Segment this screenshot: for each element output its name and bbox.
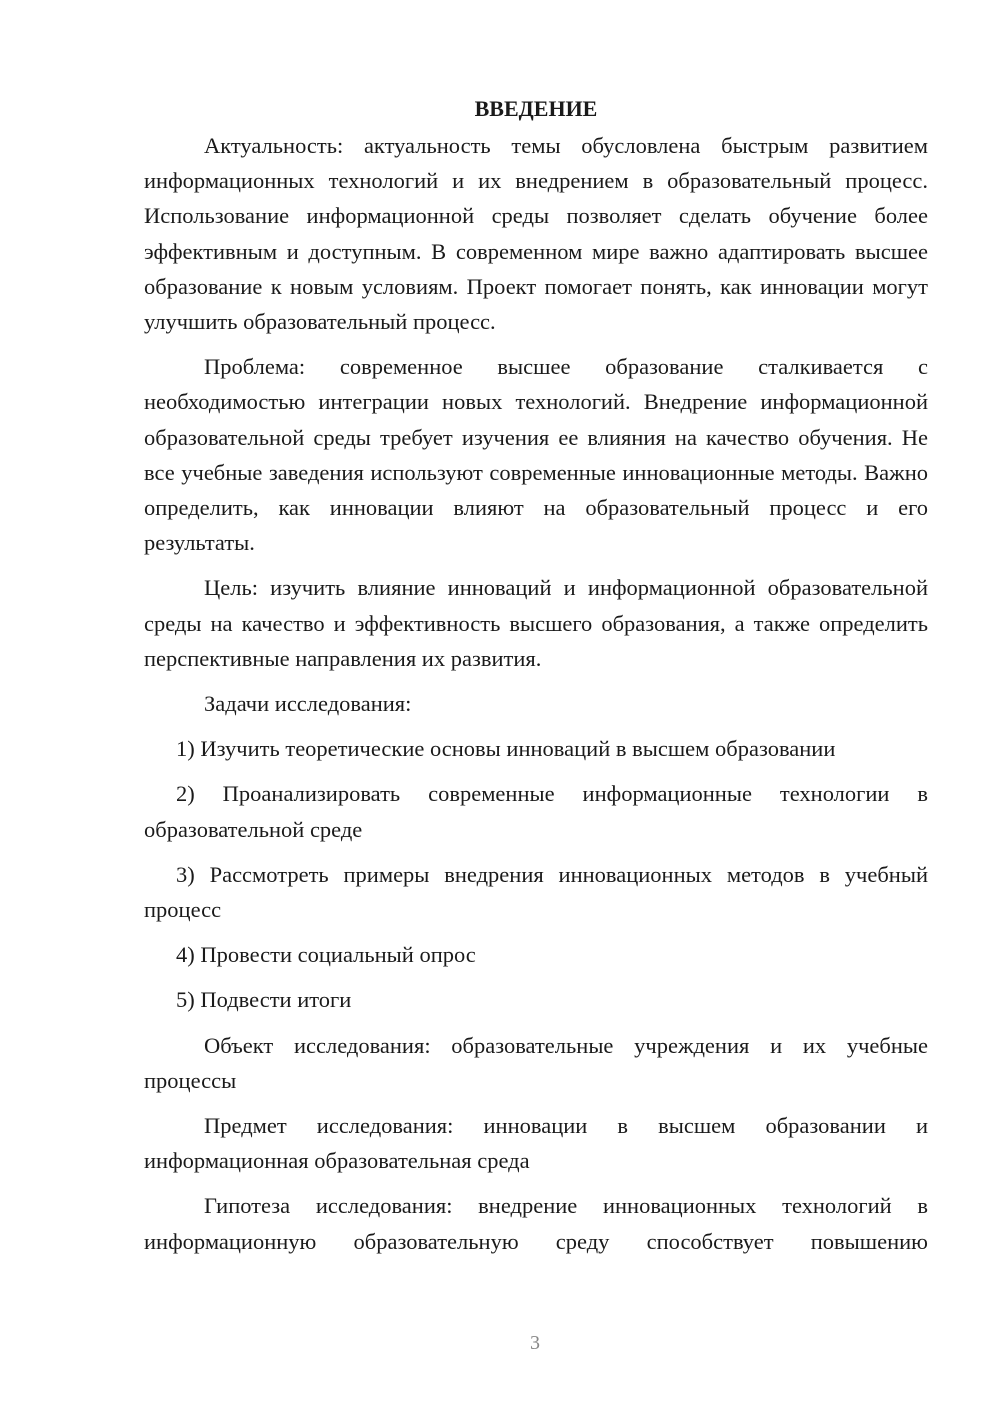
paragraph-problem: Проблема: современное высшее образование сталкивается с необходимостью интеграции новых технологий. Внедрение информационной образовательной среды требует изучения ее влияния на качество обучения. Не все учебные заведения используют современные инновационные методы. Важно определить, как инновации влияют на образовательный процесс и его результаты. [144, 354, 928, 556]
section-heading: ВВЕДЕНИЕ [474, 96, 598, 121]
page-content [144, 92, 928, 1269]
paragraph-relevance: Актуальность: актуальность темы обусловлена быстрым развитием информационных технологий и их внедрением в образовательный процесс. Использование информационной среды позволяет сделать обучение более эффективным и доступным. В современном мире важно адаптировать высшее образование к новым условиям. Проект помогает понять, как инновации могут улучшить образовательный процесс. [144, 133, 928, 335]
task-item-5: 5) Подвести итоги [176, 987, 352, 1013]
paragraph-tasks-intro: Задачи исследования: [204, 691, 412, 717]
page-number: 3 [530, 1332, 540, 1354]
paragraph-hypothesis: Гипотеза исследования: внедрение инновационных технологий в информационную образовательную среду способствует повышению [144, 1193, 928, 1254]
paragraph-goal: Цель: изучить влияние инноваций и информационной образовательной среды на качество и эффективность высшего образования, а также определить перспективные направления их развития. [144, 575, 928, 671]
task-item-2: 2) Проанализировать современные информационные технологии в образовательной среде [144, 781, 928, 842]
task-item-4: 4) Провести социальный опрос [176, 942, 476, 968]
task-item-1: 1) Изучить теоретические основы инноваций в высшем образовании [176, 736, 836, 762]
task-item-3: 3) Рассмотреть примеры внедрения инновационных методов в учебный процесс [144, 861, 928, 923]
paragraph-subject: Предмет исследования: инновации в высшем образовании и информационная образовательная среда [144, 1113, 928, 1174]
paragraph-object: Объект исследования: образовательные учреждения и их учебные процессы [144, 1032, 928, 1093]
